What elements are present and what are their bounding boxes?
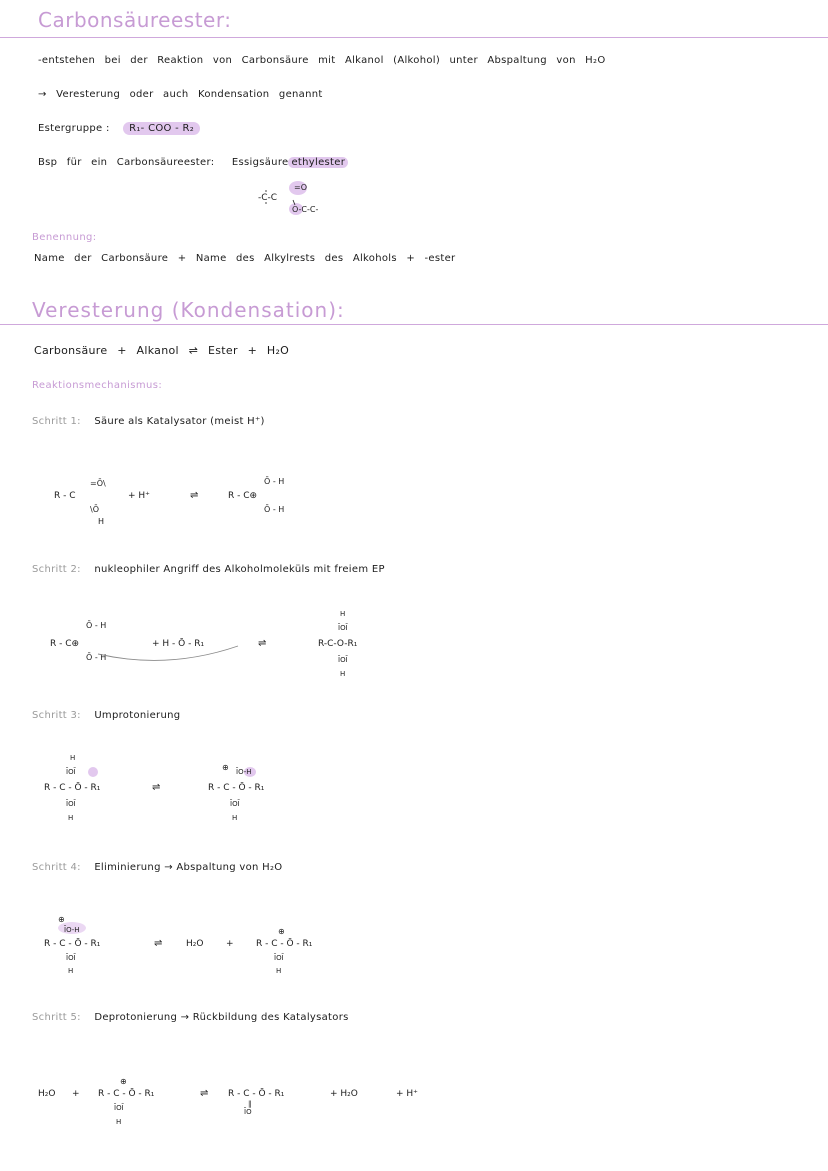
svg-text:+ H₂O: + H₂O	[330, 1089, 358, 1099]
svg-text:-C-C: -C-C	[258, 193, 278, 203]
divider	[0, 324, 828, 325]
svg-text:H: H	[70, 754, 76, 762]
svg-text:H: H	[116, 1118, 122, 1126]
svg-text:=Ō\: =Ō\	[90, 479, 106, 488]
svg-text:ĪO-H: ĪO-H	[64, 926, 80, 934]
svg-text:H: H	[340, 610, 346, 618]
step-5-label: Schritt 5:	[32, 1012, 81, 1023]
estergruppe-formula: R₁- COO - R₂	[123, 122, 200, 135]
svg-text:⊕: ⊕	[222, 763, 229, 772]
svg-text:H: H	[232, 814, 238, 822]
divider	[0, 37, 828, 38]
svg-text:ĪO-H: ĪO-H	[236, 768, 252, 776]
svg-text:R - C - Ō - R₁: R - C - Ō - R₁	[44, 783, 101, 793]
step-5-text: Deprotonierung → Rückbildung des Katalysators	[94, 1012, 349, 1023]
svg-text:O-C-C-: O-C-C-	[292, 205, 319, 214]
section-title-veresterung: Veresterung (Kondensation):	[32, 298, 345, 322]
step-1-label: Schritt 1:	[32, 416, 81, 427]
svg-text:⇌: ⇌	[190, 490, 199, 501]
svg-text:H: H	[340, 670, 346, 678]
bsp-label: Bsp für ein Carbonsäureester:	[38, 157, 215, 168]
svg-text:⇌: ⇌	[152, 782, 161, 793]
svg-text:R - C: R - C	[54, 491, 76, 501]
svg-text:Ō - H: Ō - H	[86, 653, 107, 662]
step-4-mechanism	[40, 910, 360, 980]
svg-text:H: H	[68, 814, 74, 822]
svg-text:Ō - H: Ō - H	[264, 505, 285, 514]
svg-text:ĪOĪ: ĪOĪ	[274, 954, 284, 962]
svg-text:ĪO: ĪO	[244, 1108, 252, 1116]
svg-text:‖: ‖	[248, 1100, 252, 1108]
svg-text:+: +	[72, 1089, 80, 1099]
step-5-mechanism	[36, 1074, 456, 1134]
svg-text:⇌: ⇌	[200, 1088, 209, 1099]
svg-text:H: H	[276, 967, 282, 975]
bsp-row	[38, 157, 348, 168]
svg-text:+ H⁺: + H⁺	[396, 1089, 418, 1099]
step-5	[32, 1012, 349, 1023]
step-1-mechanism	[50, 470, 310, 530]
section-title-carbonsaeureester: Carbonsäureester:	[38, 8, 232, 32]
svg-text:⇌: ⇌	[258, 638, 267, 649]
svg-text:R - C - Ō - R₁: R - C - Ō - R₁	[98, 1089, 155, 1099]
svg-text:ĪOĪ: ĪOĪ	[66, 800, 76, 808]
svg-text:R - C - Ō - R₁: R - C - Ō - R₁	[208, 783, 265, 793]
svg-text:Ō - H: Ō - H	[264, 477, 285, 486]
mechanism-label: Reaktionsmechanismus:	[32, 380, 163, 391]
benennung-label: Benennung:	[32, 232, 97, 243]
svg-text:+ H⁺: + H⁺	[128, 491, 150, 501]
svg-text:⊕: ⊕	[278, 927, 285, 936]
svg-text:H: H	[98, 517, 105, 526]
step-2	[32, 564, 385, 575]
step-2-label: Schritt 2:	[32, 564, 81, 575]
step-2-text: nukleophiler Angriff des Alkoholmoleküls mit freiem EP	[94, 564, 385, 575]
step-3-text: Umprotonierung	[94, 710, 181, 721]
bsp-name-ester-part: ethylester	[288, 157, 348, 168]
step-1-text: Säure als Katalysator (meist H⁺)	[94, 416, 265, 427]
svg-text:ĪOĪ: ĪOĪ	[66, 768, 76, 776]
svg-text:⇌: ⇌	[154, 938, 163, 949]
svg-text:R-C-O-R₁: R-C-O-R₁	[318, 639, 358, 649]
step-3-label: Schritt 3:	[32, 710, 81, 721]
step-4	[32, 862, 282, 873]
svg-text:H: H	[68, 967, 74, 975]
svg-text:⊕: ⊕	[58, 915, 65, 924]
svg-text:=O: =O	[294, 183, 307, 192]
svg-text:R - C - Ō - R₁: R - C - Ō - R₁	[228, 1089, 285, 1099]
veresterung-equation: Carbonsäure + Alkanol ⇌ Ester + H₂O	[34, 344, 290, 357]
svg-text:ĪOĪ: ĪOĪ	[338, 624, 348, 632]
benennung-text: Name der Carbonsäure + Name des Alkylrests des Alkohols + -ester	[34, 253, 456, 264]
step-3	[32, 710, 180, 721]
svg-text:+ H - Ō - R₁: + H - Ō - R₁	[152, 639, 205, 649]
svg-text:R - C⊕: R - C⊕	[228, 491, 258, 501]
bsp-name-acid: Essigsäure	[231, 157, 289, 168]
svg-text:ĪOĪ: ĪOĪ	[338, 656, 348, 664]
text-veresterung-genannt: → Veresterung oder auch Kondensation genannt	[38, 89, 323, 100]
svg-text:ĪOĪ: ĪOĪ	[66, 954, 76, 962]
svg-text:R - C - Ō - R₁: R - C - Ō - R₁	[256, 939, 313, 949]
text-entstehen: -entstehen bei der Reaktion von Carbonsäure mit Alkanol (Alkohol) unter Abspaltung von H₂O	[38, 55, 606, 66]
bsp-name	[232, 157, 348, 168]
svg-text:\Ō: \Ō	[90, 505, 99, 514]
svg-text:+: +	[226, 939, 234, 949]
svg-text:R - C⊕: R - C⊕	[50, 639, 80, 649]
svg-text:ĪOĪ: ĪOĪ	[230, 800, 240, 808]
svg-text:H₂O: H₂O	[38, 1089, 56, 1099]
svg-text:ĪOĪ: ĪOĪ	[114, 1104, 124, 1112]
estergruppe-label: Estergruppe :	[38, 123, 110, 134]
step-3-mechanism	[40, 752, 300, 832]
ethyl-acetate-structure	[250, 178, 350, 220]
svg-text:H₂O: H₂O	[186, 939, 204, 949]
step-2-mechanism	[48, 608, 408, 683]
step-1	[32, 416, 265, 427]
estergruppe-row	[38, 123, 200, 134]
step-4-text: Eliminierung → Abspaltung von H₂O	[94, 862, 283, 873]
svg-text:R - C - Ō - R₁: R - C - Ō - R₁	[44, 939, 101, 949]
svg-text:Ō - H: Ō - H	[86, 621, 107, 630]
step-4-label: Schritt 4:	[32, 862, 81, 873]
svg-text:⊕: ⊕	[120, 1077, 127, 1086]
